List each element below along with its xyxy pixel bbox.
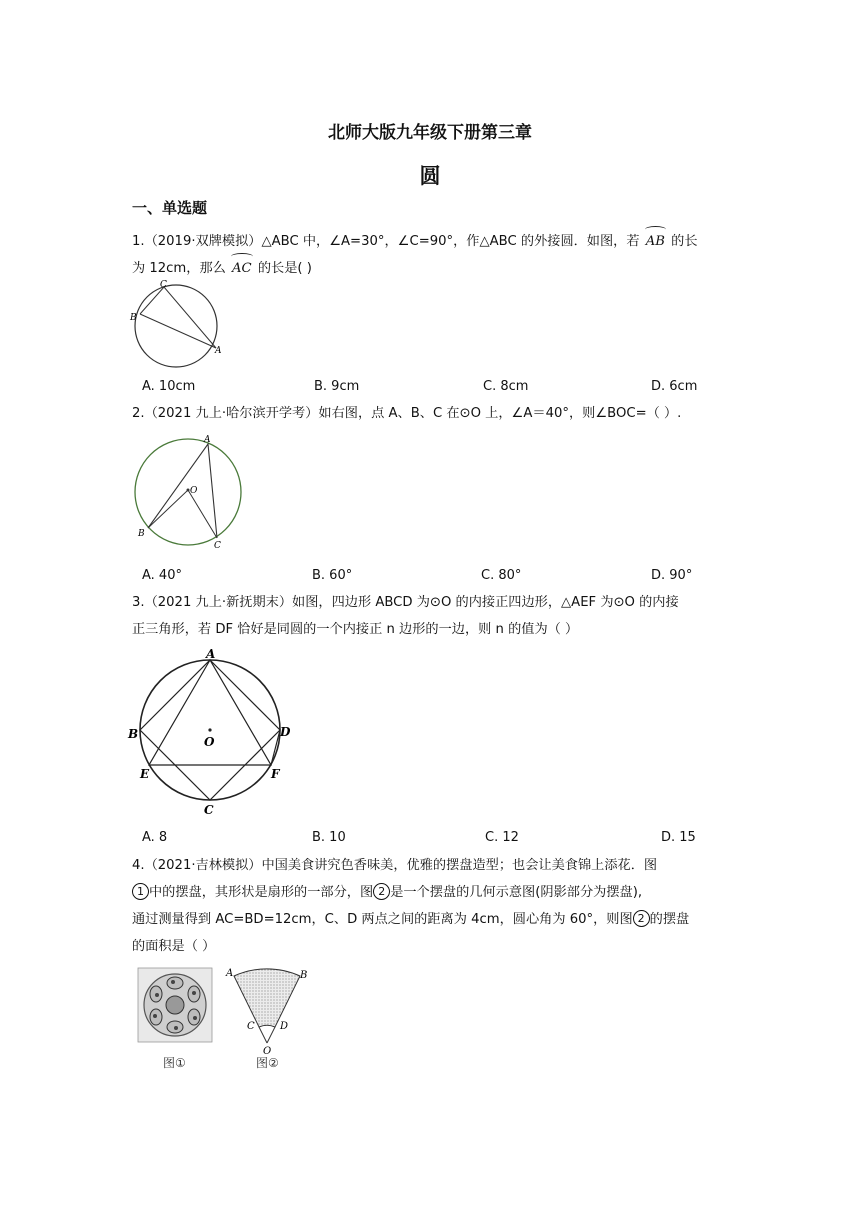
q3-option-c[interactable]: C. 12	[485, 830, 519, 845]
q1-figure	[128, 278, 228, 374]
q3-label-f: F	[271, 767, 280, 781]
q2-label-b: B	[138, 529, 145, 539]
page-title: 北师大版九年级下册第三章	[328, 123, 532, 143]
q3-label-b: B	[128, 727, 139, 741]
q3-label-a: A	[206, 647, 216, 661]
fig1-caption: 图①	[163, 1056, 186, 1070]
question-1-line-1	[132, 229, 698, 255]
q3-label-d: D	[280, 725, 291, 739]
q1-option-c[interactable]: C. 8cm	[483, 379, 529, 394]
q3-option-d[interactable]: D. 15	[661, 830, 696, 845]
q3-label-c: C	[204, 803, 214, 816]
fig2-caption: 图②	[256, 1056, 279, 1070]
q1-text-d: 的长是( )	[253, 261, 312, 276]
circled-number-2b: 2	[633, 910, 650, 927]
q3-label-e: E	[140, 767, 150, 781]
q4-text-c: 是一个摆盘的几何示意图(阴影部分为摆盘),	[390, 885, 643, 900]
q4-label-o: O	[263, 1046, 272, 1057]
question-2-line-1: 2.（2021 九上·哈尔滨开学考）如右图，点 A、B、C 在⊙O 上，∠A＝40°，则∠BOC=（ ）.	[132, 406, 682, 421]
q2-figure	[128, 432, 248, 552]
q1-label-a: A	[215, 346, 222, 356]
q2-label-c: C	[214, 541, 221, 551]
q4-label-b: B	[300, 970, 308, 981]
circled-number-1: 1	[132, 883, 149, 900]
q2-label-o: O	[190, 486, 198, 496]
page-subtitle: 圆	[419, 164, 441, 188]
question-4-line-3	[132, 907, 689, 933]
q1-option-b[interactable]: B. 9cm	[314, 379, 360, 394]
q3-label-o: O	[204, 735, 215, 749]
q2-option-b[interactable]: B. 60°	[312, 568, 353, 583]
q4-label-a: A	[226, 968, 234, 979]
question-3-line-1: 3.（2021 九上·新抚期末）如图，四边形 ABCD 为⊙O 的内接正四边形，△AEF 为⊙O 的内接	[132, 595, 679, 610]
q2-option-a[interactable]: A. 40°	[142, 568, 182, 583]
question-4-line-4: 的面积是（ ）	[132, 939, 216, 954]
q3-option-b[interactable]: B. 10	[312, 830, 346, 845]
q1-label-b: B	[130, 313, 137, 323]
q1-option-d[interactable]: D. 6cm	[651, 379, 698, 394]
q4-text-d: 通过测量得到 AC=BD=12cm，C、D 两点之间的距离为 4cm，圆心角为 60°，则图	[132, 912, 633, 927]
q1-text-c: 为 12cm，那么	[132, 261, 231, 276]
question-4-line-1: 4.（2021·吉林模拟）中国美食讲究色香味美，优雅的摆盘造型；也会让美食锦上添花．图	[132, 858, 658, 873]
section-heading: 一、单选题	[132, 199, 208, 217]
question-3-line-2: 正三角形，若 DF 恰好是同圆的一个内接正 n 边形的一边，则 n 的值为（ ）	[132, 622, 579, 637]
q3-figure	[126, 644, 298, 816]
q4-label-c: C	[247, 1021, 255, 1032]
q1-text-b: 的长	[666, 234, 698, 249]
q4-text-e: 的摆盘	[649, 912, 690, 927]
q2-option-c[interactable]: C. 80°	[481, 568, 522, 583]
q2-option-d[interactable]: D. 90°	[651, 568, 693, 583]
q1-label-c: C	[160, 280, 167, 290]
q2-label-a: A	[204, 435, 211, 445]
q3-option-a[interactable]: A. 8	[142, 830, 168, 845]
q1-text-a: 1.（2019·双牌模拟）△ABC 中，∠A=30°，∠C=90°，作△ABC 的外接圆．如图，若	[132, 234, 644, 249]
arc-ab: AB	[644, 229, 667, 255]
q4-text-b: 中的摆盘，其形状是扇形的一部分，图	[149, 885, 374, 900]
q1-option-a[interactable]: A. 10cm	[142, 379, 196, 394]
q4-label-d: D	[280, 1021, 289, 1032]
arc-ac: AC	[230, 256, 254, 282]
question-4-line-2	[132, 880, 642, 906]
circled-number-2: 2	[373, 883, 390, 900]
